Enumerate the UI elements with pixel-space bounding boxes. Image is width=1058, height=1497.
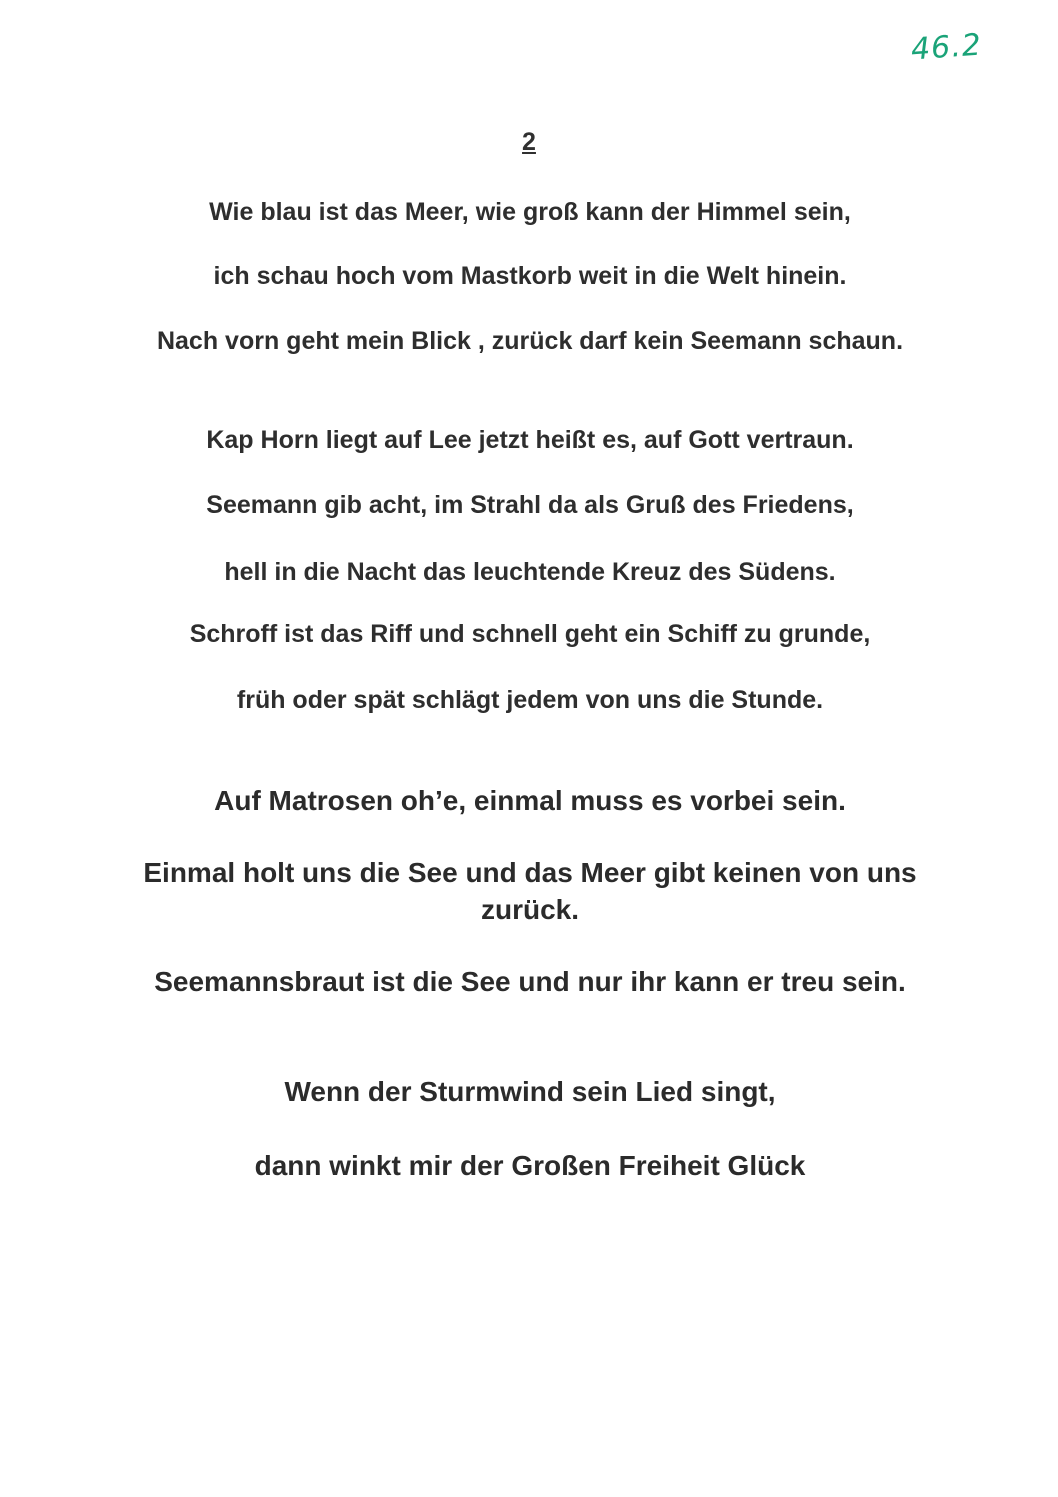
lyric-line: Kap Horn liegt auf Lee jetzt heißt es, auf Gott vertraun.	[206, 426, 854, 454]
refrain-line: dann winkt mir der Großen Freiheit Glück	[254, 1150, 806, 1181]
handwritten-page-number: 46.2	[909, 27, 983, 68]
refrain-line: Wenn der Sturmwind sein Lied singt,	[284, 1076, 776, 1107]
lyric-line: früh oder spät schlägt jedem von uns die Stunde.	[236, 686, 824, 714]
refrain-line: Seemannsbraut ist die See und nur ihr kann er treu sein.	[154, 966, 906, 997]
lyric-line: hell in die Nacht das leuchtende Kreuz des Südens.	[224, 558, 836, 586]
lyric-line: ich schau hoch vom Mastkorb weit in die Welt hinein.	[213, 262, 847, 290]
lyric-line: Schroff ist das Riff und schnell geht ein Schiff zu grunde,	[189, 620, 871, 648]
refrain-line: Einmal holt uns die See und das Meer gibt keinen von uns zurück.	[143, 857, 917, 925]
verse-number: 2	[522, 128, 536, 156]
lyric-line: Nach vorn geht mein Blick , zurück darf kein Seemann schaun.	[156, 327, 904, 355]
lyric-line: Seemann gib acht, im Strahl da als Gruß des Friedens,	[206, 491, 854, 519]
lyric-line: Wie blau ist das Meer, wie groß kann der Himmel sein,	[209, 198, 851, 226]
refrain-line: Auf Matrosen oh’e, einmal muss es vorbei sein.	[214, 785, 846, 816]
